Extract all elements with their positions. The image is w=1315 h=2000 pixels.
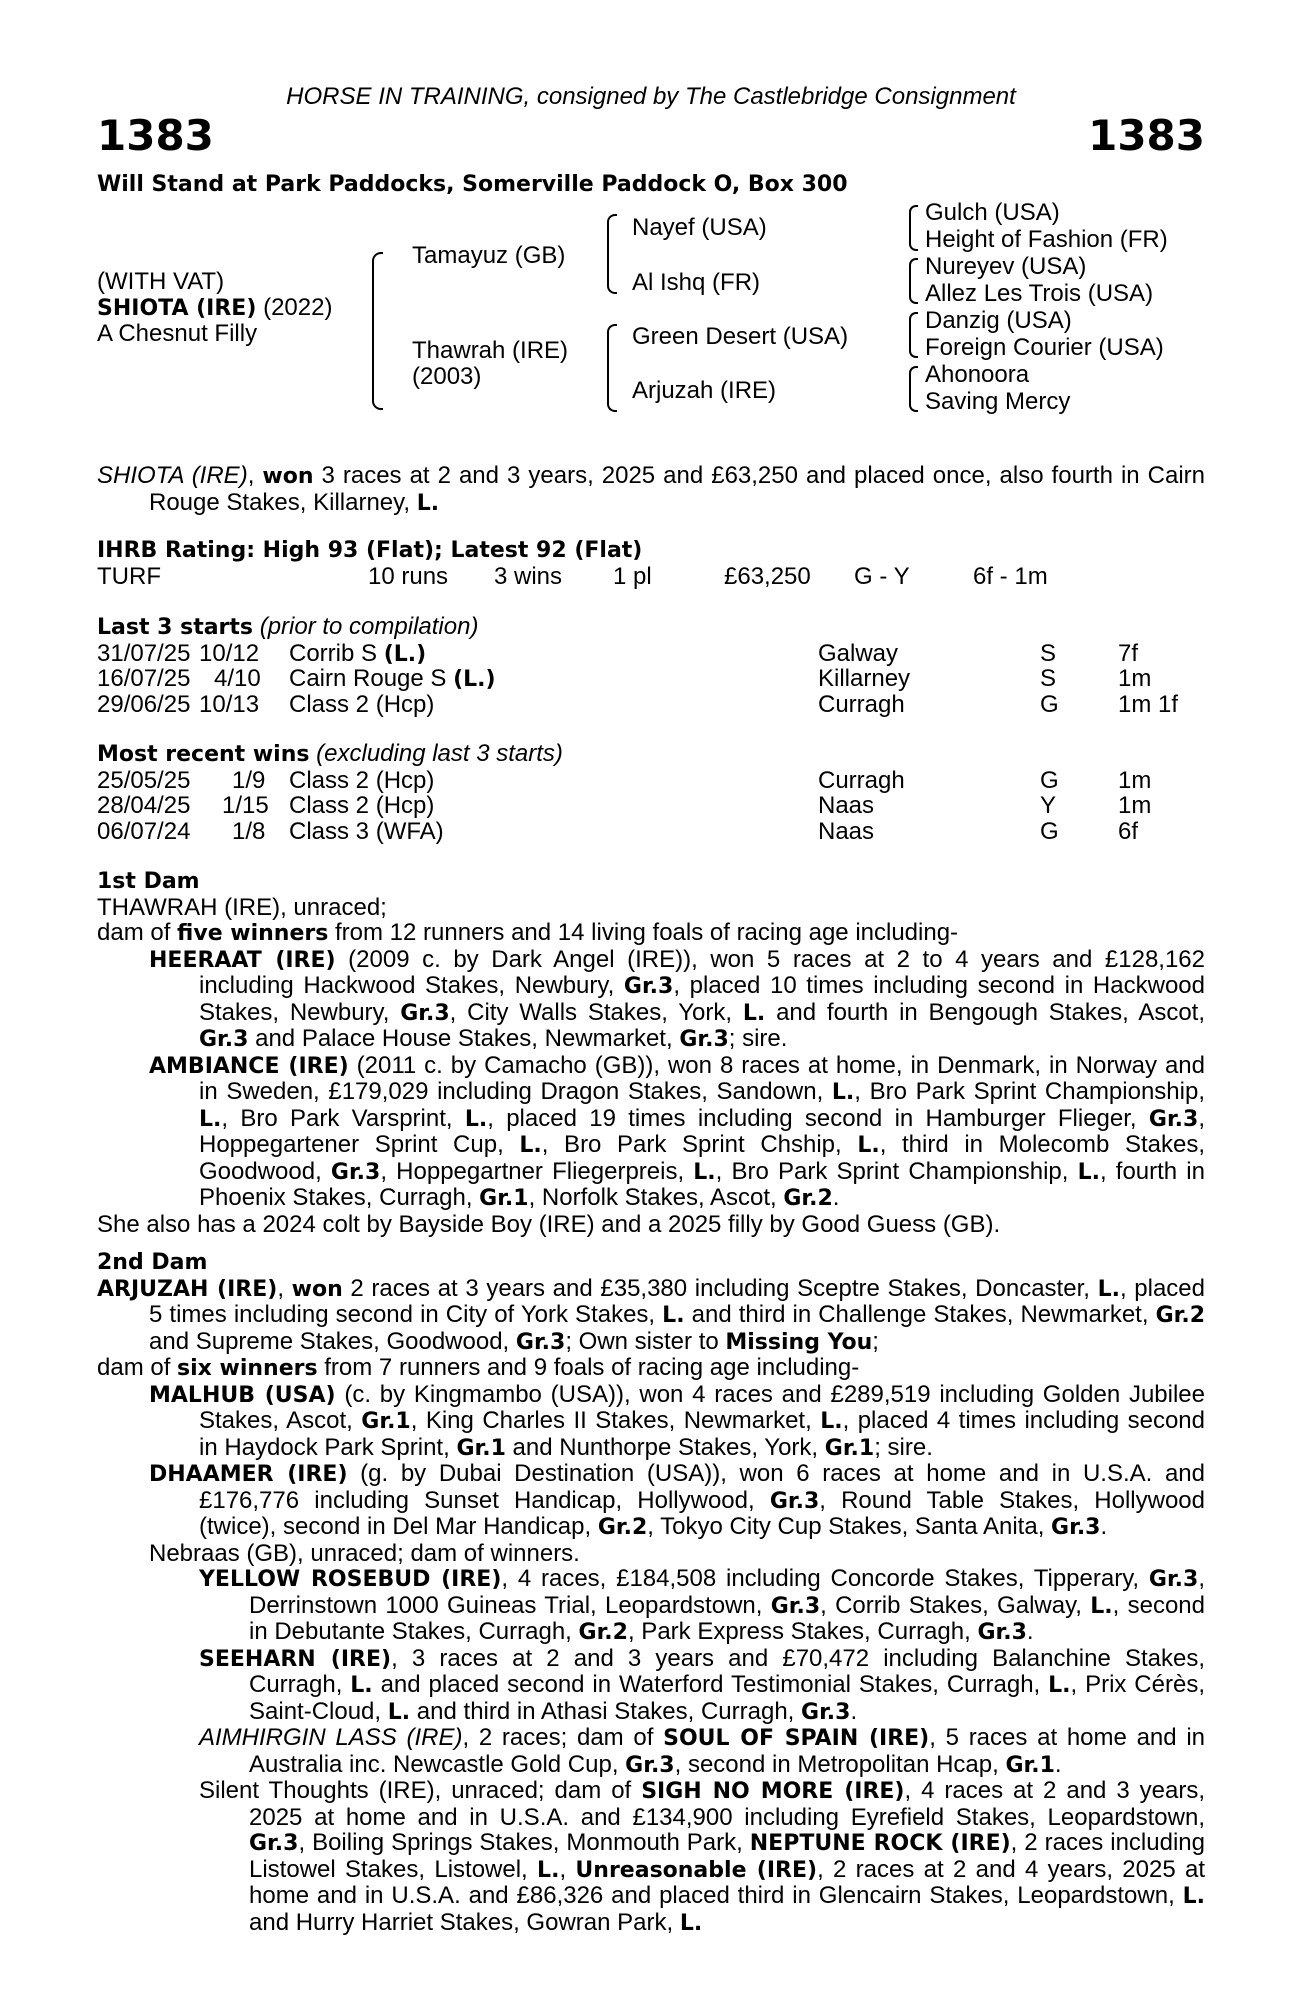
win-going: G [1040, 817, 1059, 845]
sire-dam: Al Ishq (FR) [632, 269, 761, 296]
win-distance: 1m [1118, 766, 1152, 794]
start-course: Killarney [818, 665, 911, 692]
start-position: 4/10 [214, 665, 261, 692]
dam-dam: Arjuzah (IRE) [632, 377, 777, 404]
produce-nebraas: Nebraas (GB), unraced; dam of winners. [149, 1539, 580, 1567]
recent-row [97, 819, 1205, 845]
lot-number-right: 1383 [1088, 111, 1205, 160]
last3-row [97, 666, 1205, 692]
start-position: 10/13 [199, 690, 260, 718]
win-position: 1/8 [232, 817, 266, 845]
rating-title: IHRB Rating: High 93 (Flat); Latest 92 (Flat) [97, 538, 643, 563]
rating-surface: TURF [97, 562, 161, 590]
brace-sire [607, 214, 617, 294]
produce-silent-thoughts: Silent Thoughts (IRE), unraced; dam of SIGH NO MORE (IRE), 4 races at 2 and 3 years, 2025 at home and in U.S.A. and £134,900 including Eyrefield Stakes, Leopardstown, Gr.3, Boiling Springs Stakes, Monmouth Park, NEPTUNE ROCK (IRE), 2 races including Listowel Stakes, Listowel, L., Unreasonable (IRE), 2 races at 2 and 4 years, 2025 at home and in U.S.A. and £86,326 and placed third in Glencairn Stakes, Leopardstown, L. and Hurry Harriet Stakes, Gowran Park, L. [199, 1777, 1206, 1936]
produce-aimhirgin-lass: AIMHIRGIN LASS (IRE), 2 races; dam of SOUL OF SPAIN (IRE), 5 races at home and in Australia inc. Newcastle Gold Cup, Gr.3, second in Metropolitan Hcap, Gr.1. [199, 1724, 1206, 1778]
produce-ambiance: AMBIANCE (IRE) (2011 c. by Camacho (GB)), won 8 races at home, in Denmark, in Norway and in Sweden, £179,029 including Dragon Stakes, Sandown, L., Bro Park Sprint Championship, L., Bro Park Varsprint, L., placed 19 times including second in Hamburger Flieger, Gr.3, Hoppegartener Sprint Cup, L., Bro Park Sprint Chship, L., third in Molecomb Stakes, Goodwood, Gr.3, Hoppegartner Fliegerpreis, L., Bro Park Sprint Championship, L., fourth in Phoenix Stakes, Curragh, Gr.1, Norfolk Stakes, Ascot, Gr.2. [149, 1051, 1206, 1211]
win-position: 1/15 [222, 792, 269, 819]
first-dam-tail: She also has a 2024 colt by Bayside Boy (IRE) and a 2025 filly by Good Guess (GB). [97, 1210, 1001, 1238]
dam-year: (2003) [412, 363, 482, 390]
rating-placed: 1 pl [613, 562, 652, 590]
start-going: S [1040, 665, 1057, 692]
win-race: Class 2 (Hcp) [289, 766, 435, 794]
last3-row [97, 641, 1205, 667]
first-dam-line: THAWRAH (IRE), unraced; [97, 893, 387, 921]
start-date: 29/06/25 [97, 690, 191, 718]
rating-going: G - Y [854, 562, 910, 590]
second-dam-section [97, 1250, 1205, 1936]
pedigree-table [97, 200, 1205, 422]
horse-description: A Chesnut Filly [97, 320, 258, 347]
win-course: Curragh [818, 766, 905, 794]
win-distance: 1m [1118, 792, 1152, 819]
start-date: 31/07/25 [97, 639, 191, 667]
brace-main [372, 252, 383, 410]
win-course: Naas [818, 817, 875, 845]
start-distance: 1m [1118, 665, 1152, 692]
produce-malhub: MALHUB (USA) (c. by Kingmambo (USA)), won 4 races and £289,519 including Golden Jubilee Stakes, Ascot, Gr.1, King Charles II Stakes, Newmarket, L., placed 4 times including second in Haydock Park Sprint, Gr.1 and Nunthorpe Stakes, York, Gr.1; sire. [149, 1380, 1206, 1461]
rating-distance: 6f - 1m [973, 562, 1048, 590]
sd-dam: Allez Les Trois (USA) [925, 280, 1154, 307]
stand-location: Will Stand at Park Paddocks, Somerville Paddock O, Box 300 [97, 172, 848, 197]
produce-yellow-rosebud: YELLOW ROSEBUD (IRE), 4 races, £184,508 including Concorde Stakes, Tipperary, Gr.3, Derrinstown 1000 Guineas Trial, Leopardstown, Gr.3, Corrib Stakes, Galway, L., second in Debutante Stakes, Curragh, Gr.2, Park Express Stakes, Curragh, Gr.3. [199, 1565, 1206, 1645]
rating-money: £63,250 [724, 562, 811, 590]
start-date: 16/07/25 [97, 665, 191, 692]
second-dam-arjuzah: ARJUZAH (IRE), won 2 races at 3 years and £35,380 including Sceptre Stakes, Doncaster, L., placed 5 times including second in City of York Stakes, L. and third in Challenge Stakes, Newmarket, Gr.2 and Supreme Stakes, Goodwood, Gr.3; Own sister to Missing You; [97, 1274, 1206, 1355]
consignment-header: HORSE IN TRAINING, consigned by The Castlebridge Consignment [286, 83, 1016, 110]
brace-dd [909, 366, 918, 412]
summary-name: SHIOTA (IRE) [97, 462, 248, 489]
start-course: Galway [818, 639, 899, 667]
first-dam-title: 1st Dam [97, 869, 200, 894]
win-position: 1/9 [232, 766, 266, 794]
win-date: 06/07/24 [97, 817, 191, 845]
sire: Tamayuz (GB) [412, 242, 566, 269]
start-race: Corrib S (L.) [289, 639, 427, 667]
win-course: Naas [818, 792, 875, 819]
horse-year: (2022) [263, 294, 333, 321]
sd-sire: Nureyev (USA) [925, 253, 1087, 280]
first-dam-produce-line: dam of five winners from 12 runners and 14 living foals of racing age including- [97, 919, 959, 946]
lot-number-left: 1383 [97, 111, 214, 160]
produce-seeharn: SEEHARN (IRE), 3 races at 2 and 3 years and £70,472 including Balanchine Stakes, Curragh, L. and placed second in Waterford Testimonial Stakes, Curragh, L., Prix Cérès, Saint-Cloud, L. and third in Athasi Stakes, Curragh, Gr.3. [199, 1644, 1205, 1725]
win-race: Class 3 (WFA) [289, 817, 444, 845]
rating-wins: 3 wins [494, 562, 563, 590]
second-dam-title: 2nd Dam [97, 1250, 208, 1275]
last3-row [97, 692, 1205, 718]
produce-heeraat: HEERAAT (IRE) (2009 c. by Dark Angel (IRE)), won 5 races at 2 to 4 years and £128,162 including Hackwood Stakes, Newbury, Gr.3, placed 10 times including second in Hackwood Stakes, Newbury, Gr.3, City Walls Stakes, York, L. and fourth in Bengough Stakes, Ascot, Gr.3 and Palace House Stakes, Newmarket, Gr.3; sire. [149, 945, 1206, 1052]
recent-note: (excluding last 3 starts) [316, 740, 563, 767]
horse-name-line [97, 295, 332, 322]
second-dam-produce-line: dam of six winners from 7 runners and 9 foals of racing age including- [97, 1354, 860, 1381]
win-race: Class 2 (Hcp) [289, 792, 435, 819]
recent-title: Most recent wins [97, 742, 310, 767]
last3-title: Last 3 starts [97, 615, 254, 640]
ss-sire: Gulch (USA) [925, 199, 1060, 226]
summary-listed: L. [416, 490, 440, 516]
summary-won: won [262, 464, 314, 489]
win-going: Y [1040, 792, 1057, 819]
dd-sire: Ahonoora [925, 361, 1030, 388]
ds-dam: Foreign Courier (USA) [925, 334, 1164, 361]
brace-dam [607, 324, 617, 412]
last3-note: (prior to compilation) [259, 613, 479, 640]
start-race: Cairn Rouge S (L.) [289, 665, 496, 692]
horse-name: SHIOTA (IRE) [97, 296, 257, 321]
start-distance: 7f [1118, 639, 1139, 667]
dd-dam: Saving Mercy [925, 388, 1071, 415]
produce-dhaamer: DHAAMER (IRE) (g. by Dubai Destination (USA)), won 6 races at home and in U.S.A. and £176,776 including Sunset Handicap, Hollywood, Gr.3, Round Table Stakes, Hollywood (twice), second in Del Mar Handicap, Gr.2, Tokyo City Cup Stakes, Santa Anita, Gr.3. [149, 1460, 1205, 1540]
last-3-starts [97, 614, 1205, 717]
win-distance: 6f [1118, 817, 1139, 845]
ss-dam: Height of Fashion (FR) [925, 226, 1168, 253]
ds-sire: Danzig (USA) [925, 307, 1072, 334]
start-going: S [1040, 639, 1057, 667]
recent-row [97, 768, 1205, 794]
rating-row [97, 564, 1205, 590]
start-distance: 1m 1f [1118, 690, 1179, 718]
recent-row [97, 793, 1205, 819]
win-date: 28/04/25 [97, 792, 191, 819]
rating-runs: 10 runs [368, 562, 449, 590]
rating-section [97, 538, 1205, 589]
sire-sire: Nayef (USA) [632, 214, 767, 241]
dam: Thawrah (IRE) [412, 337, 569, 364]
most-recent-wins [97, 741, 1205, 844]
start-course: Curragh [818, 690, 905, 718]
start-position: 10/12 [199, 639, 260, 667]
start-going: G [1040, 690, 1059, 718]
brace-ds [909, 312, 918, 358]
brace-sd [909, 258, 918, 304]
first-dam-section [97, 869, 1205, 1237]
summary-text: 3 races at 2 and 3 years, 2025 and £63,250 and placed once, also fourth in Cairn Rouge Stakes, Killarney, [149, 462, 1205, 516]
brace-ss [909, 205, 918, 251]
start-race: Class 2 (Hcp) [289, 690, 435, 718]
win-going: G [1040, 766, 1059, 794]
race-summary: SHIOTA (IRE), won 3 races at 2 and 3 years, 2025 and £63,250 and placed once, also fourth in Cairn Rouge Stakes, Killarney, L. [97, 462, 1205, 516]
dam-sire: Green Desert (USA) [632, 323, 849, 350]
win-date: 25/05/25 [97, 766, 191, 794]
vat-note: (WITH VAT) [97, 268, 225, 295]
